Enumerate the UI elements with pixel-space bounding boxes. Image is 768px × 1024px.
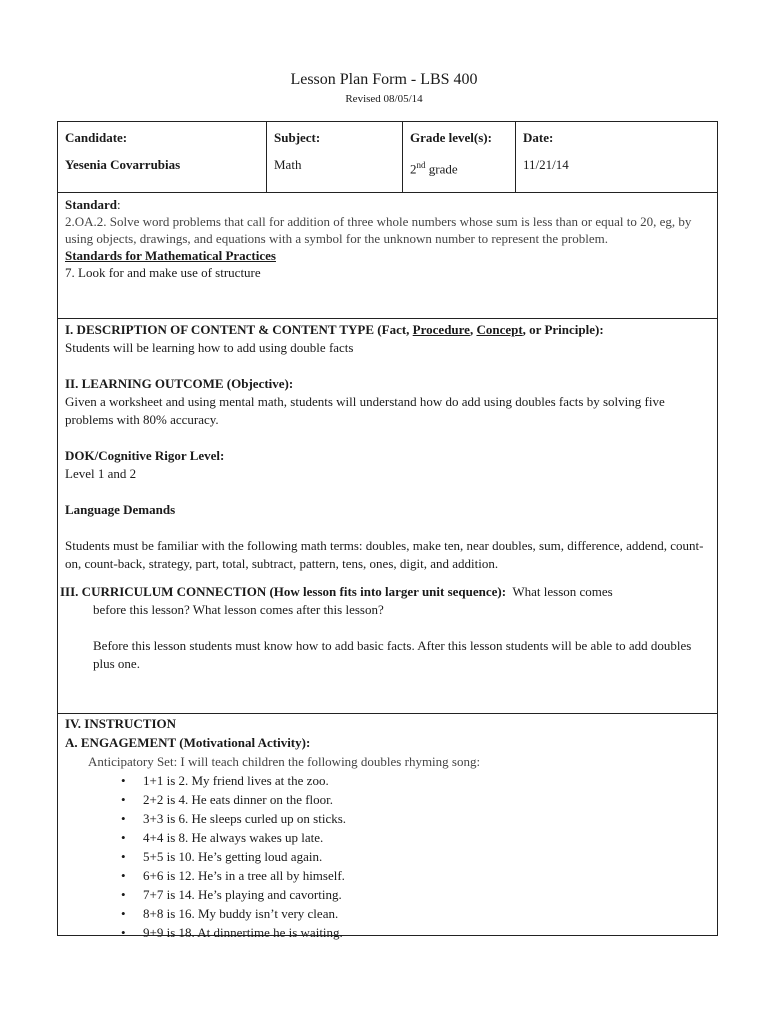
standard-text: 2.OA.2. Solve word problems that call for addition of three whole numbers whose sum is less than or equal to 20, eg, by using objects, drawings, and equations with a symbol for the unknown number to represent the problem. <box>65 214 692 246</box>
form-title: Lesson Plan Form - LBS 400 <box>290 71 478 88</box>
practices-text: 7. Look for and make use of structure <box>65 265 261 280</box>
standard-label: Standard <box>65 197 118 212</box>
grade-cell <box>403 122 516 192</box>
content-section <box>57 318 718 714</box>
engagement-heading: A. ENGAGEMENT (Motivational Activity): <box>65 735 311 750</box>
standard-colon: : <box>117 197 121 212</box>
subject-cell <box>267 122 403 192</box>
candidate-cell <box>58 122 267 192</box>
dok-heading: DOK/Cognitive Rigor Level: <box>65 448 225 463</box>
description-heading-suffix: , or Principle): <box>522 322 604 337</box>
concept-word: Concept <box>476 322 523 337</box>
song-line: • 6+6 is 12. He’s in a tree all by himself. <box>121 866 710 885</box>
date-cell <box>516 122 717 192</box>
song-line: • 7+7 is 14. He’s playing and cavorting. <box>121 885 710 904</box>
practices-label: Standards for Mathematical Practices <box>65 248 276 263</box>
standard-section <box>57 192 718 319</box>
info-table <box>57 121 718 193</box>
procedure-word: Procedure <box>412 322 470 337</box>
anticipatory-set: Anticipatory Set: I will teach children the following doubles rhyming song: <box>88 754 481 769</box>
description-heading <box>65 321 710 339</box>
comma-separator: , <box>469 322 477 337</box>
candidate-name: Yesenia Covarrubias <box>65 157 181 172</box>
grade-value <box>410 157 508 177</box>
revision-date: Revised 08/05/14 <box>345 93 423 105</box>
rhyming-song-list <box>65 771 710 942</box>
instruction-section <box>57 713 718 940</box>
language-demands-heading: Language Demands <box>65 502 176 517</box>
date-value: 11/21/14 <box>523 157 569 172</box>
curriculum-answer: Before this lesson students must know how to add basic facts. After this lesson students will be able to add doubles plus one. <box>93 638 692 671</box>
date-label: Date: <box>523 130 554 145</box>
grade-suffix: nd <box>416 160 426 170</box>
curriculum-question-2: before this lesson? What lesson comes after this lesson? <box>93 602 384 617</box>
grade-number: 2 <box>410 161 417 177</box>
instruction-heading: IV. INSTRUCTION <box>65 716 177 731</box>
song-line: • 4+4 is 8. He always wakes up late. <box>121 828 710 847</box>
subject-label: Subject: <box>274 130 321 145</box>
outcome-text: Given a worksheet and using mental math, students will understand how do add using doubles facts by solving five problems with 80% accuracy. <box>65 394 665 427</box>
song-line: • 2+2 is 4. He eats dinner on the floor. <box>121 790 710 809</box>
outcome-heading: II. LEARNING OUTCOME (Objective): <box>65 376 294 391</box>
song-line: • 9+9 is 18. At dinnertime he is waiting. <box>121 923 710 942</box>
song-line: • 8+8 is 16. My buddy isn’t very clean. <box>121 904 710 923</box>
curriculum-question-1: What lesson comes <box>506 584 613 599</box>
language-demands-text: Students must be familiar with the following math terms: doubles, make ten, near doubles, sum, difference, addend, count-on, count-back, strategy, part, total, subtract, pattern, tens, ones, digit, and addition. <box>65 538 704 571</box>
description-text: Students will be learning how to add using double facts <box>65 340 354 355</box>
song-line: • 5+5 is 10. He’s getting loud again. <box>121 847 710 866</box>
song-line: • 1+1 is 2. My friend lives at the zoo. <box>121 771 710 790</box>
grade-label: Grade level(s): <box>410 130 492 145</box>
song-line: • 3+3 is 6. He sleeps curled up on sticks. <box>121 809 710 828</box>
curriculum-heading: III. CURRICULUM CONNECTION (How lesson fits into larger unit sequence): <box>60 584 507 599</box>
description-heading-prefix: I. DESCRIPTION OF CONTENT & CONTENT TYPE (Fact, <box>65 322 413 337</box>
candidate-label: Candidate: <box>65 130 128 145</box>
curriculum-connection-line <box>60 583 710 601</box>
dok-text: Level 1 and 2 <box>65 466 137 481</box>
grade-word: grade <box>425 161 458 177</box>
subject-value: Math <box>274 157 302 172</box>
